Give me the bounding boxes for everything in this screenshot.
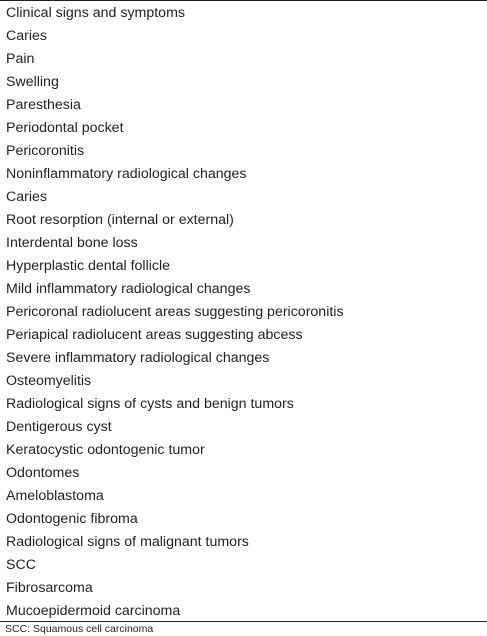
table-row: Root resorption (internal or external) (6, 212, 234, 228)
table-row: Severe inflammatory radiological changes (6, 350, 270, 366)
table-row: Periapical radiolucent areas suggesting abcess (6, 327, 303, 343)
table-bottom-rule (0, 621, 487, 622)
table-row: SCC (6, 557, 36, 573)
table-row: Fibrosarcoma (6, 580, 93, 596)
table-footnote: SCC: Squamous cell carcinoma (5, 623, 154, 635)
table-row: Paresthesia (6, 97, 81, 113)
table-row: Hyperplastic dental follicle (6, 258, 171, 274)
table-row: Pericoronal radiolucent areas suggesting pericoronitis (6, 304, 344, 320)
table-row: Swelling (6, 74, 59, 90)
table-row: Ameloblastoma (6, 488, 104, 504)
table-row: Noninflammatory radiological changes (6, 166, 247, 182)
table-row: Pericoronitis (6, 143, 85, 159)
table-row: Dentigerous cyst (6, 419, 112, 435)
table-row: Osteomyelitis (6, 373, 92, 389)
table-row: Interdental bone loss (6, 235, 138, 251)
table-row: Keratocystic odontogenic tumor (6, 442, 205, 458)
table-row: Radiological signs of malignant tumors (6, 534, 249, 550)
table-row: Mild inflammatory radiological changes (6, 281, 251, 297)
table-row: Mucoepidermoid carcinoma (6, 603, 181, 619)
table-row: Odontogenic fibroma (6, 511, 138, 527)
table-row: Caries (6, 189, 47, 205)
table-row: Pain (6, 51, 35, 67)
table-row: Periodontal pocket (6, 120, 124, 136)
table-row: Caries (6, 28, 47, 44)
table-row: Radiological signs of cysts and benign tumors (6, 396, 294, 412)
table-row: Clinical signs and symptoms (6, 5, 185, 21)
table-row: Odontomes (6, 465, 80, 481)
